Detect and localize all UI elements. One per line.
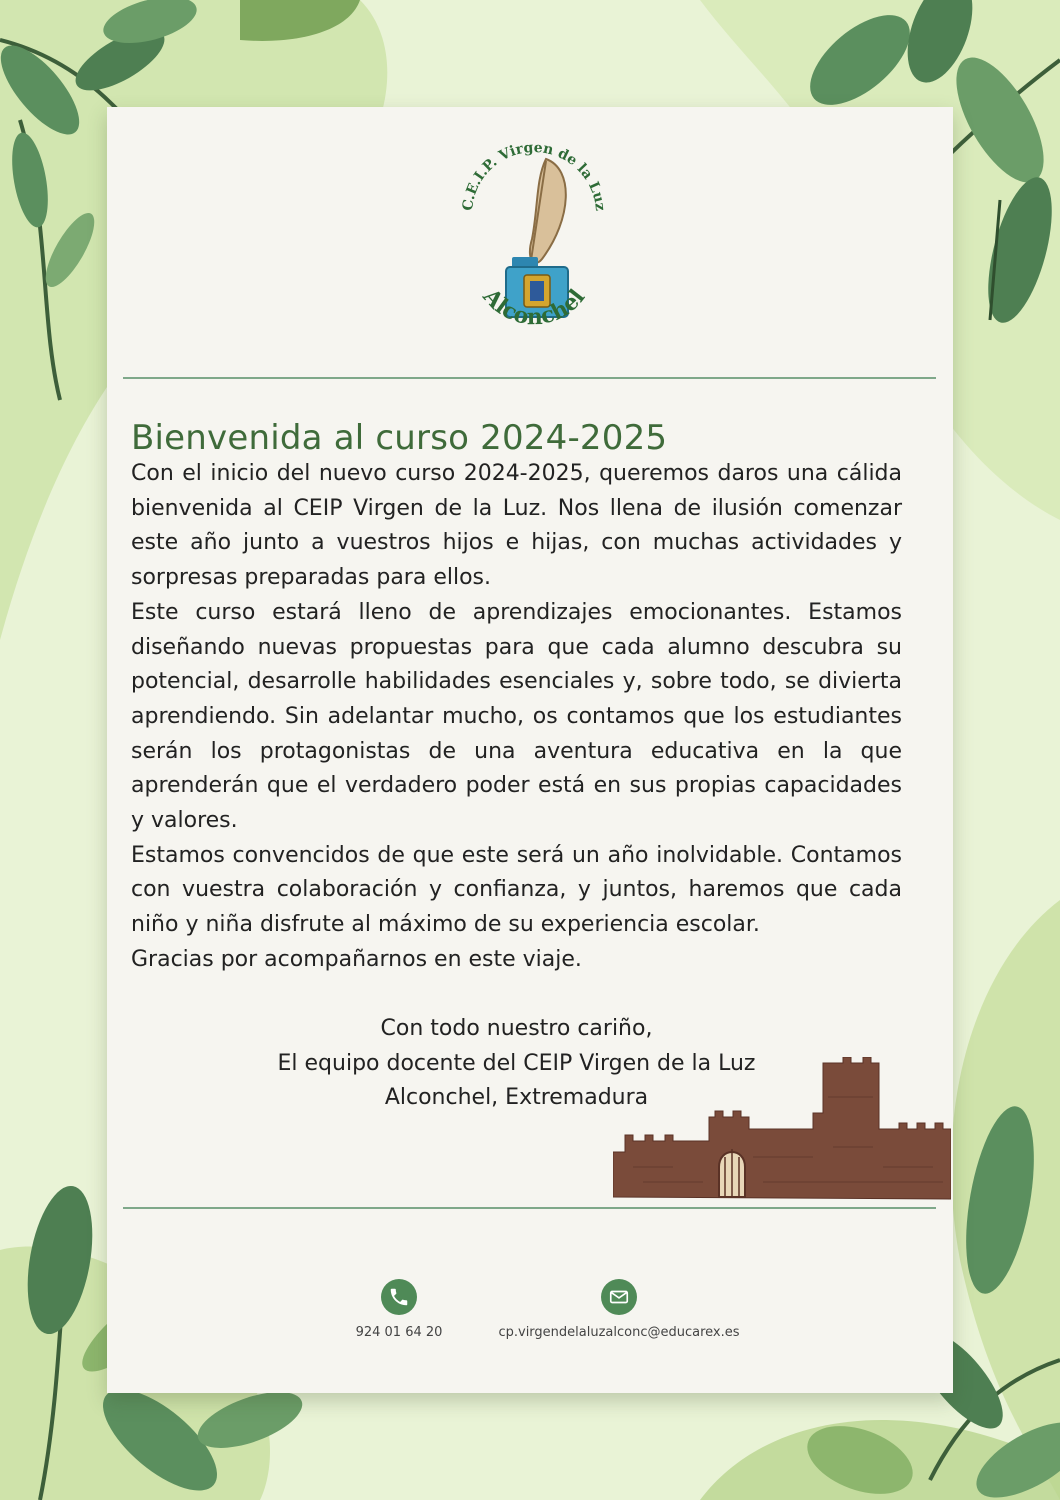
castle-drawing (613, 1057, 951, 1207)
paragraph: Este curso estará lleno de aprendizajes emocionantes. Estamos diseñando nuevas propuestas para que cada alumno descubra su potencial, desarrolle habilidades esenciales y, sobre todo, se divierta aprendiendo. Sin adelantar mucho, os contamos que los estudiantes serán los protagonistas de una aventura educativa en la que aprenderán que el verdadero poder está en sus propias capacidades y valores. (131, 599, 902, 834)
bottom-divider (123, 1207, 936, 1209)
paragraph: Estamos convencidos de que este será un año inolvidable. Contamos con vuestra colaboración y confianza, y juntos, haremos que cada niño y niña disfrute al máximo de su experiencia escolar. (131, 842, 902, 938)
contact-email[interactable] (489, 1279, 749, 1340)
letter-card (107, 107, 953, 1393)
mail-icon (601, 1279, 637, 1315)
signature-team: El equipo docente del CEIP Virgen de la Luz (277, 1050, 756, 1076)
logo-bottom-text: Alconchel (477, 283, 591, 331)
logo-arc-text: C.E.I.P. Virgen de la Luz (459, 139, 608, 212)
paragraph: Gracias por acompañarnos en este viaje. (131, 946, 582, 972)
phone-icon (381, 1279, 417, 1315)
svg-text:C.E.I.P. Virgen de la Luz (460, 140, 608, 212)
letter-body (131, 457, 902, 978)
email-address: cp.virgendelaluzalconc@educarex.es (498, 1325, 740, 1340)
phone-number: 924 01 64 20 (355, 1325, 443, 1340)
signature-closing: Con todo nuestro cariño, (380, 1016, 653, 1041)
top-divider (123, 377, 936, 379)
paragraph: Con el inicio del nuevo curso 2024-2025, queremos daros una cálida bienvenida al CEIP Virgen de la Luz. Nos llena de ilusión comenzar este año junto a vuestros hijos e hijas, con muchas actividades y sorpresas preparadas para ellos. (131, 461, 902, 591)
signature-location: Alconchel, Extremadura (384, 1085, 649, 1111)
letter-title: Bienvenida al curso 2024-2025 (131, 417, 668, 458)
contact-phone[interactable] (349, 1279, 449, 1340)
school-logo (454, 119, 614, 359)
